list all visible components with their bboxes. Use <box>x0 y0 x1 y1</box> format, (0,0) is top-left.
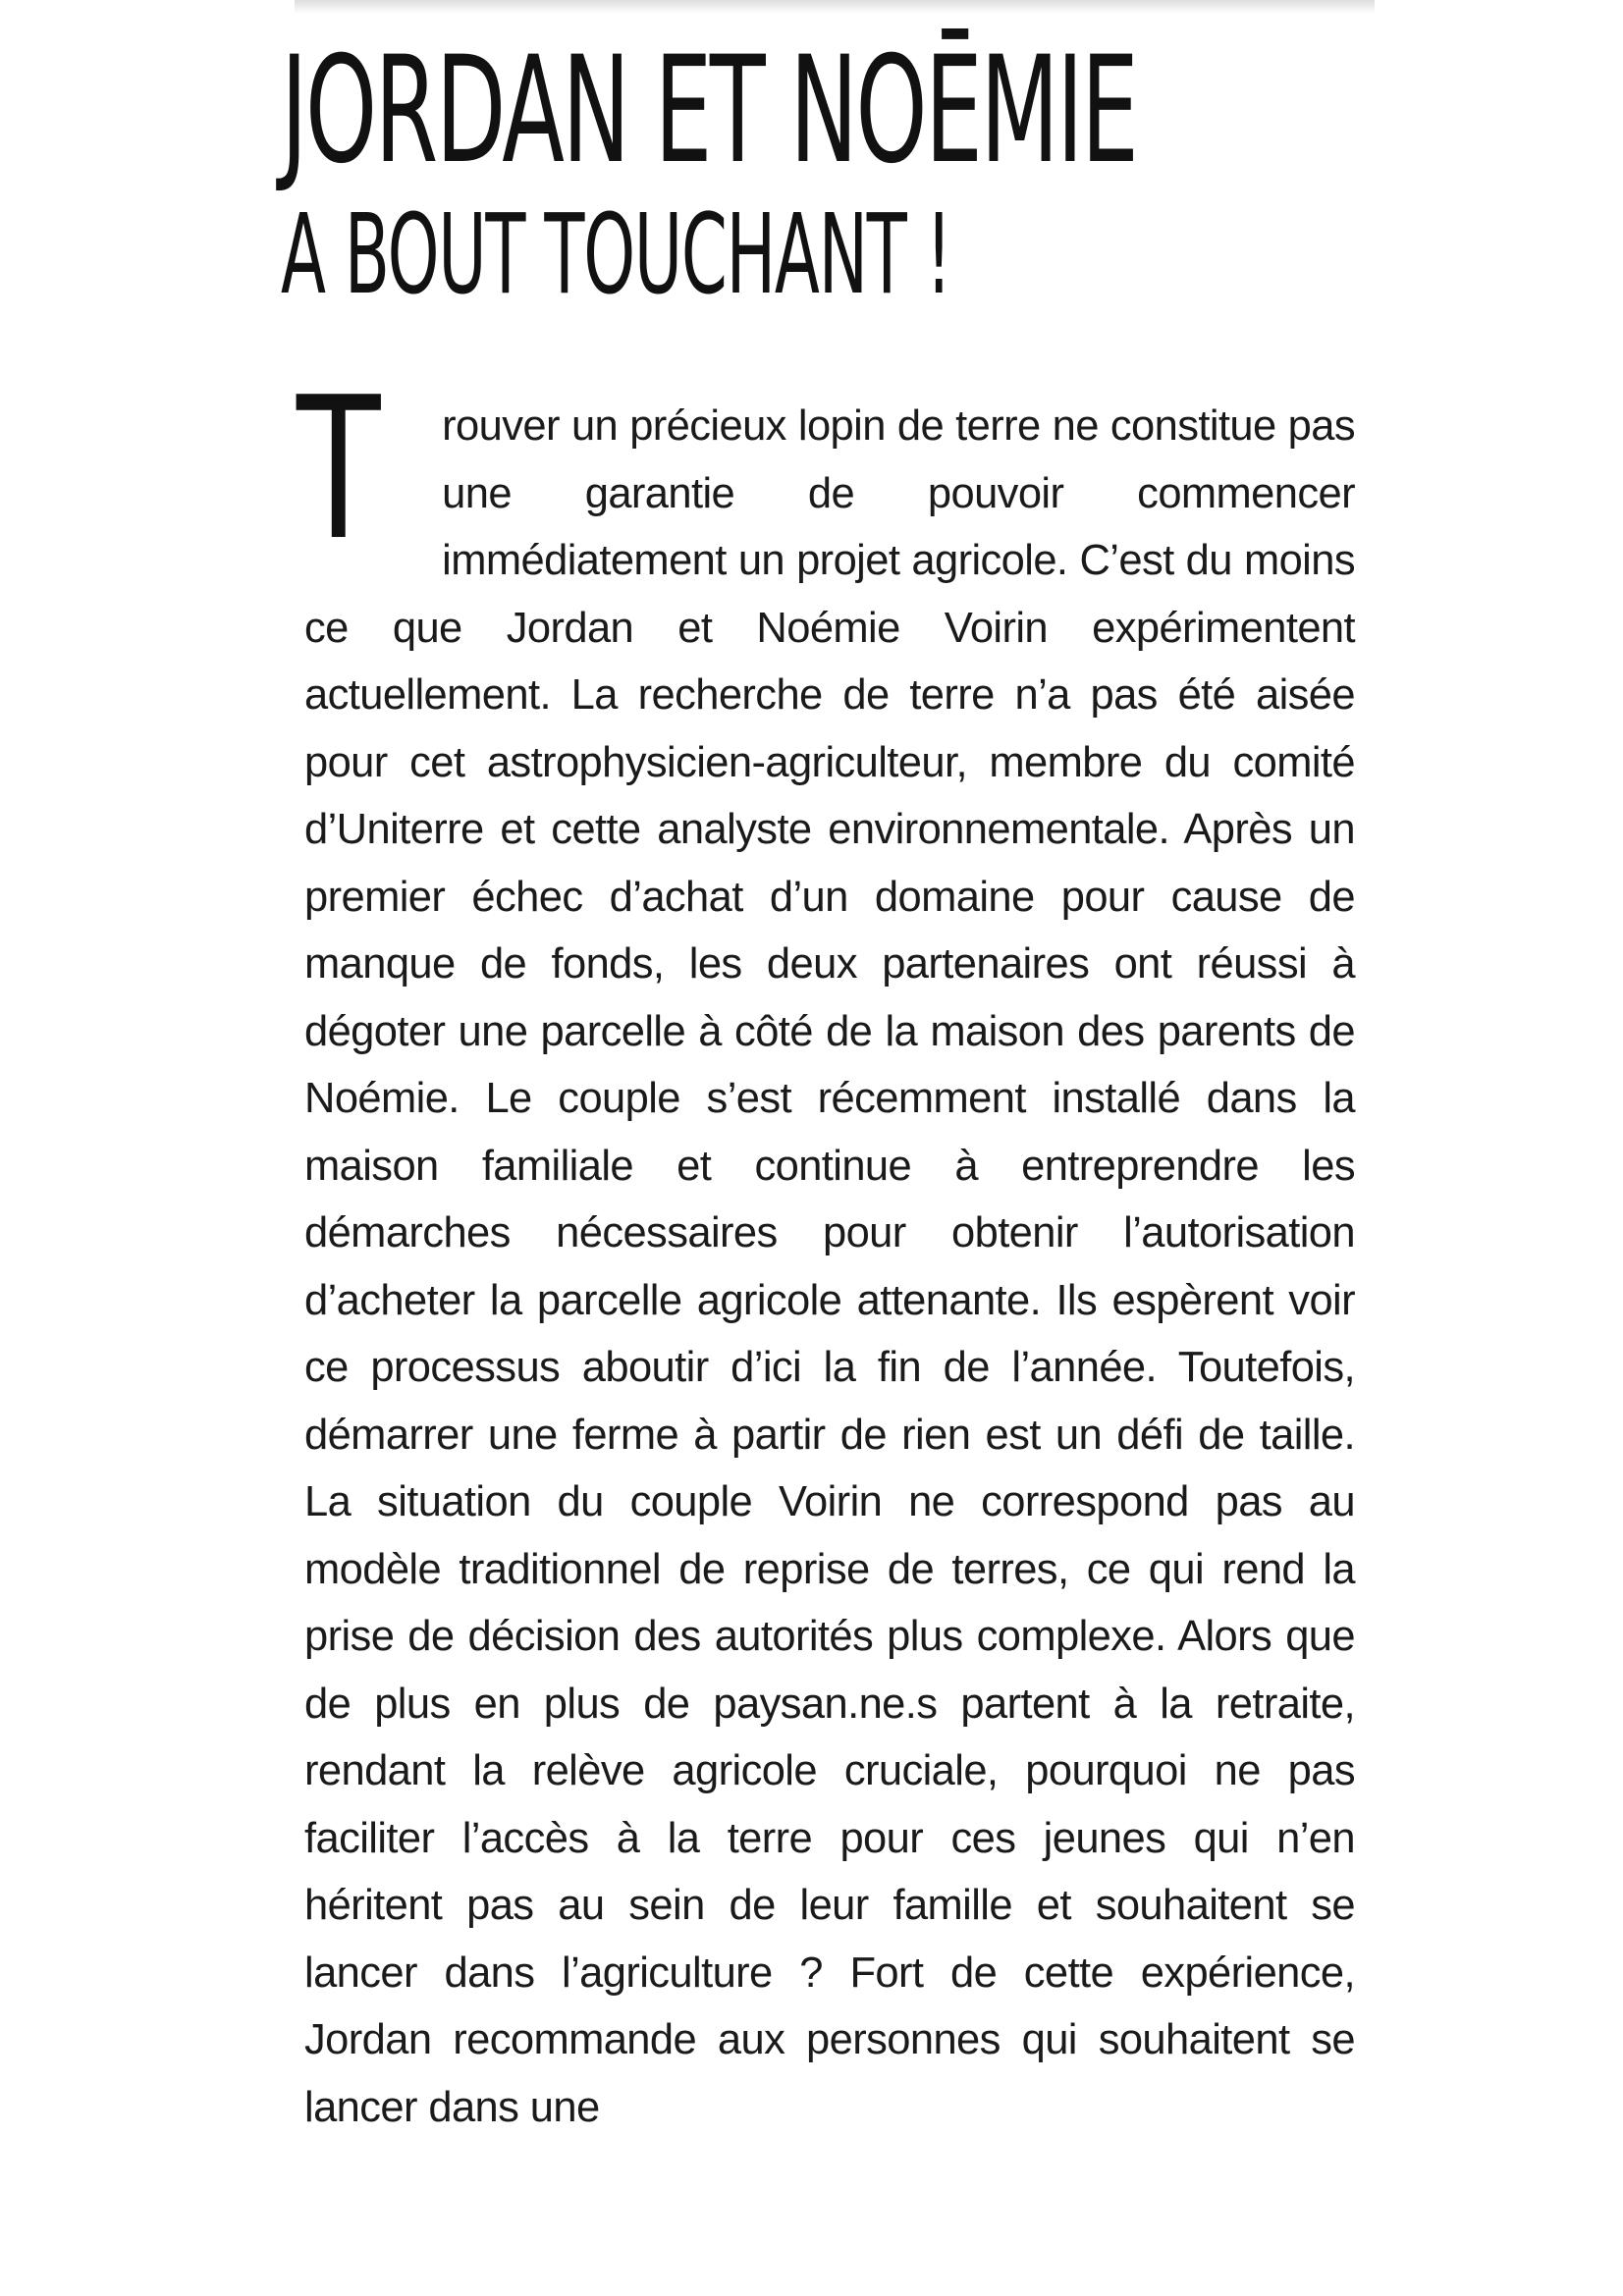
scan-edge-shadow <box>295 0 1375 14</box>
article-title <box>281 26 1361 319</box>
article-paragraph: rouver un précieux lopin de terre ne constitue pas une garantie de pouvoir commencer immédiatement un projet agricole. C’est du moins ce que Jordan et Noémie Voirin expérimentent actuellement. La recherche de terre n’a pas été aisée pour cet astrophysicien-agriculteur, membre du comité d’Uniterre et cette analyste environnementale. Après un premier échec d’achat d’un domaine pour cause de manque de fonds, les deux partenaires ont réussi à dégoter une parcelle à côté de la maison des parents de Noémie. Le couple s’est récemment installé dans la maison familiale et continue à entreprendre les démarches nécessaires pour obtenir l’autorisation d’acheter la parcelle agricole attenante. Ils espèrent voir ce processus aboutir d’ici la fin de l’année. Toutefois, démarrer une ferme à partir de rien est un défi de taille. La situation du couple Voirin ne correspond pas au modèle traditionnel de reprise de terres, ce qui rend la prise de décision des autorités plus complexe. Alors que de plus en plus de paysan.ne.s partent à la retraite, rendant la relève agricole cruciale, pourquoi ne pas faciliter l’accès à la terre pour ces jeunes qui n’en héritent pas au sein de leur famille et souhaitent se lancer dans l’agriculture ? Fort de cette expérience, Jordan recommande aux personnes qui souhaitent se lancer dans une <box>304 402 1355 2131</box>
article-title-line1: JORDAN ET NOĒMIE <box>281 26 1137 196</box>
drop-cap: T <box>297 355 381 584</box>
article-body <box>297 355 1355 2141</box>
article-title-line2: A BOUT TOUCHANT ! <box>281 191 951 319</box>
